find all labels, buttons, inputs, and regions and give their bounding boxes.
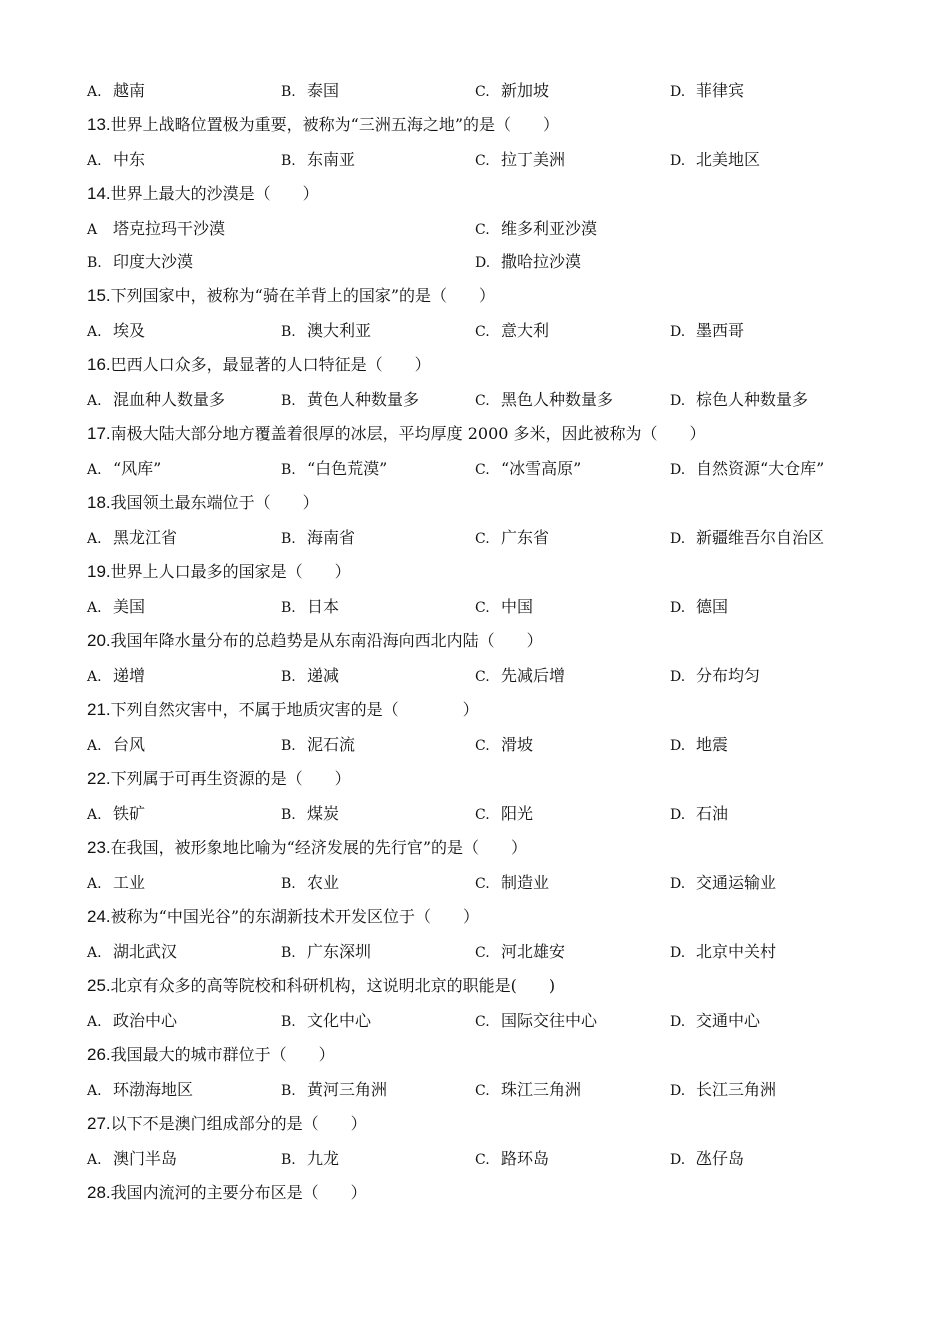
question-body: 以下不是澳门组成部分的是（ ） (110, 1114, 367, 1133)
question-text (87, 182, 319, 206)
question-stem (0, 629, 950, 653)
option-text: 混血种人数量多 (113, 390, 226, 409)
option-b (281, 1078, 387, 1103)
question-number: 24. (87, 907, 111, 926)
option-letter: B. (281, 600, 296, 616)
option-row (0, 802, 950, 826)
question-body: 北京有众多的高等院校和科研机构，这说明北京的职能是( ) (110, 976, 556, 995)
option-text: 撒哈拉沙漠 (501, 252, 582, 271)
option-d (670, 79, 744, 104)
option-letter: A. (87, 807, 102, 823)
question-text (87, 905, 479, 929)
option-d (670, 1147, 744, 1172)
option-letter: B. (87, 255, 102, 271)
option-a (87, 319, 145, 344)
question-text (87, 1112, 367, 1136)
option-row (0, 217, 950, 241)
option-text: 农业 (307, 873, 340, 892)
option-letter: D. (670, 1014, 686, 1030)
question-number: 16. (87, 355, 111, 374)
option-letter: B. (281, 738, 296, 754)
option-text: 九龙 (307, 1149, 340, 1168)
option-letter: A. (87, 1152, 102, 1168)
question-text (87, 113, 559, 137)
option-b (281, 733, 355, 758)
option-a (87, 664, 145, 689)
option-text: 政治中心 (113, 1011, 178, 1030)
question-text (87, 698, 479, 722)
question-body: 被称为“中国光谷”的东湖新技术开发区位于（ ） (110, 907, 480, 926)
option-text: 递增 (113, 666, 146, 685)
option-text: 递减 (307, 666, 340, 685)
option-letter: D. (670, 945, 686, 961)
option-text: 美国 (113, 597, 146, 616)
option-letter: C. (475, 876, 490, 892)
option-a (87, 217, 225, 242)
option-letter: D. (670, 153, 686, 169)
question-stem (0, 560, 950, 584)
question-stem (0, 422, 950, 446)
question-text (87, 353, 431, 377)
question-number: 14. (87, 184, 111, 203)
option-letter: D. (670, 1083, 686, 1099)
option-c (475, 319, 549, 344)
option-text: 东南亚 (307, 150, 356, 169)
option-text: 国际交往中心 (501, 1011, 598, 1030)
option-b (87, 250, 193, 275)
option-text: 拉丁美洲 (501, 150, 566, 169)
option-c (475, 940, 565, 965)
option-text: 越南 (113, 81, 146, 100)
option-letter: A. (87, 153, 102, 169)
question-number: 26. (87, 1045, 111, 1064)
option-letter: D. (670, 876, 686, 892)
option-text: 黑龙江省 (113, 528, 178, 547)
option-text: 路环岛 (501, 1149, 550, 1168)
option-text: 北美地区 (696, 150, 761, 169)
option-b (281, 1009, 371, 1034)
question-text (87, 284, 495, 308)
option-text: 泥石流 (307, 735, 356, 754)
option-d (670, 802, 728, 827)
option-d (475, 250, 581, 275)
question-stem (0, 1112, 950, 1136)
option-text: 澳门半岛 (113, 1149, 178, 1168)
option-c (475, 871, 549, 896)
option-letter: B. (281, 153, 296, 169)
question-number: 18. (87, 493, 111, 512)
option-letter: D. (670, 669, 686, 685)
option-letter: C. (475, 1083, 490, 1099)
option-d (670, 733, 728, 758)
question-number: 15. (87, 286, 111, 305)
option-letter: C. (475, 153, 490, 169)
option-letter: D. (670, 738, 686, 754)
option-text: 印度大沙漠 (113, 252, 194, 271)
option-text: 新加坡 (501, 81, 550, 100)
option-text: 黄河三角洲 (307, 1080, 388, 1099)
option-text: 海南省 (307, 528, 356, 547)
option-letter: A. (87, 600, 102, 616)
option-c (475, 148, 565, 173)
option-letter: D. (670, 807, 686, 823)
option-text: 菲律宾 (696, 81, 745, 100)
option-letter: B. (281, 324, 296, 340)
option-text: 先减后增 (501, 666, 566, 685)
option-d (670, 940, 776, 965)
option-text: 制造业 (501, 873, 550, 892)
option-text: 中国 (501, 597, 534, 616)
question-text (87, 1043, 335, 1067)
option-c (475, 1009, 597, 1034)
option-b (281, 664, 339, 689)
question-body: 巴西人口众多，最显著的人口特征是（ ） (110, 355, 431, 374)
option-letter: C. (475, 393, 490, 409)
option-c (475, 526, 549, 551)
option-b (281, 148, 355, 173)
option-text: 工业 (113, 873, 146, 892)
option-text: 环渤海地区 (113, 1080, 194, 1099)
option-a (87, 733, 145, 758)
option-text: 北京中关村 (696, 942, 777, 961)
option-letter: A. (87, 84, 102, 100)
option-c (475, 79, 549, 104)
question-stem (0, 491, 950, 515)
option-a (87, 1147, 177, 1172)
option-text: 长江三角洲 (696, 1080, 777, 1099)
option-text: 文化中心 (307, 1011, 372, 1030)
option-a (87, 388, 225, 413)
question-stem (0, 698, 950, 722)
option-row (0, 1078, 950, 1102)
question-text (87, 836, 527, 860)
option-text: 滑坡 (501, 735, 534, 754)
question-number: 13. (87, 115, 111, 134)
option-b (281, 595, 339, 620)
question-body: 世界上人口最多的国家是（ ） (110, 562, 351, 581)
question-stem (0, 836, 950, 860)
option-letter: D. (670, 462, 686, 478)
question-body: 我国领土最东端位于（ ） (110, 493, 319, 512)
question-text (87, 1181, 367, 1205)
option-letter: C. (475, 807, 490, 823)
option-letter: C. (475, 945, 490, 961)
option-letter: B. (281, 945, 296, 961)
option-b (281, 457, 387, 482)
option-b (281, 319, 371, 344)
option-d (670, 457, 824, 482)
option-d (670, 1078, 776, 1103)
option-letter: A. (87, 1083, 102, 1099)
option-letter: B. (281, 393, 296, 409)
question-text (87, 974, 555, 998)
question-body: 下列属于可再生资源的是（ ） (110, 769, 351, 788)
option-row (0, 871, 950, 895)
option-text: 棕色人种数量多 (696, 390, 809, 409)
question-stem (0, 284, 950, 308)
option-text: 广东深圳 (307, 942, 372, 961)
option-c (475, 733, 533, 758)
option-d (670, 664, 760, 689)
option-letter: C. (475, 222, 490, 238)
option-letter: B. (281, 84, 296, 100)
option-text: 新疆维吾尔自治区 (696, 528, 825, 547)
option-letter: C. (475, 738, 490, 754)
option-a (87, 940, 177, 965)
option-letter: B. (281, 531, 296, 547)
option-a (87, 79, 145, 104)
option-letter: D. (670, 84, 686, 100)
option-a (87, 802, 145, 827)
option-text: 塔克拉玛干沙漠 (113, 219, 226, 238)
option-a (87, 148, 145, 173)
option-letter: B. (281, 669, 296, 685)
question-body: 在我国，被形象地比喻为“经济发展的先行官”的是（ ） (110, 838, 528, 857)
option-d (670, 526, 824, 551)
option-row (0, 664, 950, 688)
option-c (475, 595, 533, 620)
option-b (281, 388, 419, 413)
question-number: 25. (87, 976, 111, 995)
option-text: 自然资源“大仓库” (696, 459, 825, 478)
option-text: 河北雄安 (501, 942, 566, 961)
question-stem (0, 767, 950, 791)
question-text (87, 629, 543, 653)
option-b (281, 802, 339, 827)
option-letter: B. (281, 1152, 296, 1168)
option-b (281, 1147, 339, 1172)
option-letter: B. (281, 876, 296, 892)
question-body: 世界上战略位置极为重要，被称为“三洲五海之地”的是（ ） (110, 115, 560, 134)
option-text: 珠江三角洲 (501, 1080, 582, 1099)
option-text: 石油 (696, 804, 729, 823)
question-body: 南极大陆大部分地方覆盖着很厚的冰层，平均厚度 2000 多米，因此被称为（ ） (110, 424, 706, 443)
option-c (475, 1147, 549, 1172)
option-b (281, 526, 355, 551)
option-text: 铁矿 (113, 804, 146, 823)
option-text: “白色荒漠” (307, 459, 388, 478)
question-text (87, 767, 351, 791)
question-number: 19. (87, 562, 111, 581)
option-text: 交通运输业 (696, 873, 777, 892)
option-letter: B. (281, 1014, 296, 1030)
option-d (670, 871, 776, 896)
question-number: 28. (87, 1183, 111, 1202)
option-row (0, 733, 950, 757)
option-letter: B. (281, 807, 296, 823)
option-text: “冰雪高原” (501, 459, 582, 478)
option-letter: A. (87, 1014, 102, 1030)
option-letter: A. (87, 324, 102, 340)
option-row (0, 1009, 950, 1033)
option-letter: C. (475, 531, 490, 547)
option-text: “风库” (113, 459, 162, 478)
option-text: 广东省 (501, 528, 550, 547)
option-letter: C. (475, 1152, 490, 1168)
question-stem (0, 182, 950, 206)
option-letter: A. (87, 462, 102, 478)
option-letter: D. (670, 600, 686, 616)
option-letter: D. (670, 1152, 686, 1168)
option-letter: D. (475, 255, 491, 271)
option-a (87, 457, 161, 482)
option-b (281, 871, 339, 896)
option-row (0, 526, 950, 550)
option-c (475, 1078, 581, 1103)
option-letter: C. (475, 1014, 490, 1030)
option-c (475, 217, 597, 242)
question-number: 21. (87, 700, 111, 719)
question-body: 下列自然灾害中，不属于地质灾害的是（ ） (110, 700, 479, 719)
question-stem (0, 1181, 950, 1205)
question-stem (0, 113, 950, 137)
option-a (87, 1009, 177, 1034)
option-letter: C. (475, 324, 490, 340)
option-text: 黄色人种数量多 (307, 390, 420, 409)
question-body: 我国内流河的主要分布区是（ ） (110, 1183, 367, 1202)
option-letter: A. (87, 876, 102, 892)
option-b (281, 79, 339, 104)
question-stem (0, 974, 950, 998)
option-text: 湖北武汉 (113, 942, 178, 961)
option-row (0, 79, 950, 103)
option-letter: C. (475, 600, 490, 616)
option-letter: B. (281, 1083, 296, 1099)
option-text: 澳大利亚 (307, 321, 372, 340)
option-text: 意大利 (501, 321, 550, 340)
option-letter: A. (87, 393, 102, 409)
question-number: 20. (87, 631, 111, 650)
option-row (0, 388, 950, 412)
question-text (87, 560, 351, 584)
option-text: 泰国 (307, 81, 340, 100)
option-letter: C. (475, 462, 490, 478)
option-d (670, 1009, 760, 1034)
question-number: 23. (87, 838, 111, 857)
option-row (0, 1147, 950, 1171)
option-text: 台风 (113, 735, 146, 754)
option-d (670, 595, 728, 620)
option-text: 煤炭 (307, 804, 340, 823)
option-letter: D. (670, 324, 686, 340)
option-d (670, 388, 808, 413)
option-letter: A. (87, 945, 102, 961)
option-text: 日本 (307, 597, 340, 616)
option-letter: D. (670, 393, 686, 409)
question-number: 17. (87, 424, 111, 443)
option-a (87, 526, 177, 551)
question-body: 下列国家中，被称为“骑在羊背上的国家”的是（ ） (110, 286, 496, 305)
option-letter: A. (87, 738, 102, 754)
option-row (0, 457, 950, 481)
option-row (0, 148, 950, 172)
option-text: 中东 (113, 150, 146, 169)
option-a (87, 1078, 193, 1103)
option-letter: C. (475, 669, 490, 685)
option-text: 阳光 (501, 804, 534, 823)
option-row (0, 250, 950, 274)
option-letter: C. (475, 84, 490, 100)
option-c (475, 457, 581, 482)
option-text: 墨西哥 (696, 321, 745, 340)
question-text (87, 422, 706, 446)
option-row (0, 319, 950, 343)
option-letter: A. (87, 669, 102, 685)
question-stem (0, 905, 950, 929)
option-text: 埃及 (113, 321, 146, 340)
option-text: 分布均匀 (696, 666, 761, 685)
option-text: 氹仔岛 (696, 1149, 745, 1168)
option-b (281, 940, 371, 965)
option-d (670, 319, 744, 344)
option-c (475, 388, 613, 413)
option-row (0, 595, 950, 619)
option-c (475, 664, 565, 689)
option-a (87, 871, 145, 896)
option-text: 黑色人种数量多 (501, 390, 614, 409)
question-number: 22. (87, 769, 111, 788)
option-letter: B. (281, 462, 296, 478)
question-body: 我国最大的城市群位于（ ） (110, 1045, 335, 1064)
option-text: 维多利亚沙漠 (501, 219, 598, 238)
question-number: 27. (87, 1114, 111, 1133)
question-text (87, 491, 319, 515)
question-stem (0, 353, 950, 377)
option-letter: D. (670, 531, 686, 547)
question-body: 我国年降水量分布的总趋势是从东南沿海向西北内陆（ ） (110, 631, 543, 650)
question-body: 世界上最大的沙漠是（ ） (110, 184, 319, 203)
option-text: 交通中心 (696, 1011, 761, 1030)
option-d (670, 148, 760, 173)
option-row (0, 940, 950, 964)
option-a (87, 595, 145, 620)
option-letter: A (87, 222, 98, 238)
option-letter: A. (87, 531, 102, 547)
option-c (475, 802, 533, 827)
option-text: 地震 (696, 735, 729, 754)
option-text: 德国 (696, 597, 729, 616)
question-stem (0, 1043, 950, 1067)
